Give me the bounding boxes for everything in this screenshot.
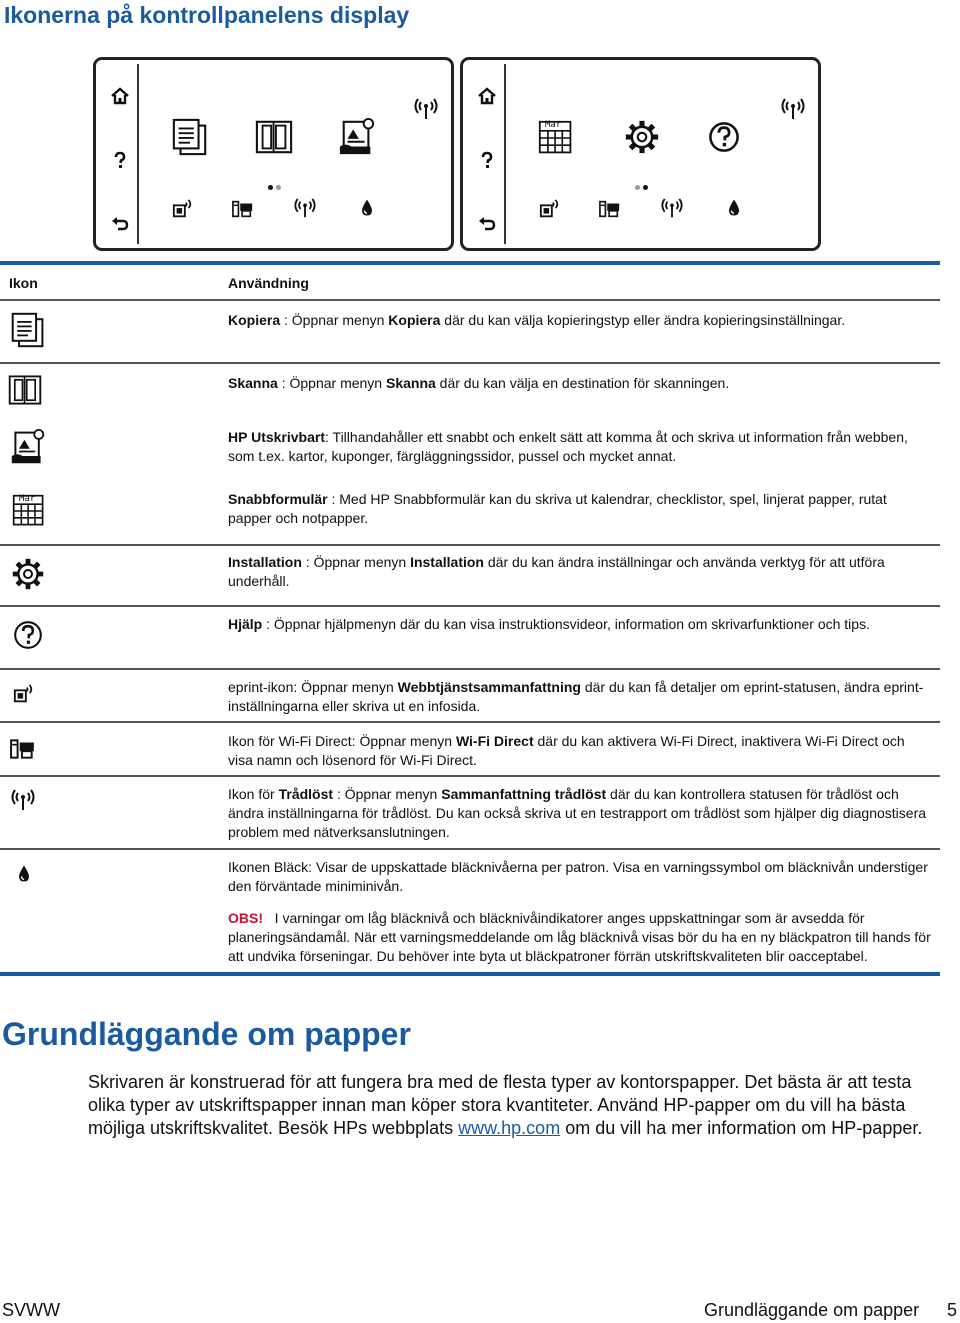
row-rule — [0, 362, 940, 364]
help-circle-icon — [12, 619, 44, 651]
row-bold-text: HP Utskrivbart — [228, 429, 326, 445]
wireless-icon[interactable] — [414, 98, 438, 122]
back-icon[interactable] — [110, 215, 130, 235]
table-row-eprint — [228, 678, 933, 716]
copy-icon — [10, 312, 46, 348]
note-text: I varningar om låg bläcknivå och bläcknivåindikatorer anges uppskattningar som är avsedda för planeringsändamål. När ett varningsmeddelande om låg bläcknivå visas bör du ha en ny bläckpatron till hands för att undvika förseningar. Du behöver inte byta ut bläckpatroner förrän utskriftskvaliteten blir oacceptabel. — [228, 910, 931, 964]
control-panel-display-page2 — [460, 57, 821, 251]
quick-forms-month-label: Mar — [19, 494, 36, 504]
table-row-gear — [228, 553, 933, 591]
eprint-icon[interactable] — [539, 198, 561, 220]
row-rule — [0, 668, 940, 670]
scan-icon[interactable] — [255, 118, 293, 156]
row-bold-text: Wi-Fi Direct — [455, 733, 534, 749]
section-paragraph — [88, 1071, 928, 1140]
page-heading: Ikonerna på kontrollpanelens display — [4, 2, 410, 28]
row-rule — [0, 775, 940, 777]
row-text: : Tillhandahåller ett snabbt och enkelt sätt att komma åt och skriva ut information från webben, som t.ex. kartor, kuponger, färgläggningssidor, pussel och mycket annat. — [228, 429, 908, 464]
wifi-direct-icon[interactable] — [599, 198, 621, 220]
home-icon[interactable] — [110, 86, 130, 106]
gear-icon — [12, 558, 44, 590]
row-bold-text: Webbtjänstsammanfattning — [397, 679, 581, 695]
note — [228, 909, 933, 966]
table-row-copy — [228, 311, 933, 330]
paragraph-text-start: Skrivaren är konstruerad för att fungera bra med de flesta typer av kontorspapper. Det bästa är att testa olika typer av utskriftspapper innan man köper stora kvantiteter. Använd HP-papper om du vill ha bästa möjliga utskriftskvalitet. Besök HPs webbplats — [88, 1072, 912, 1138]
table-row-wireless — [228, 785, 933, 842]
row-rule — [0, 848, 940, 850]
panel-divider — [504, 64, 506, 244]
row-bold-text: Installation — [228, 554, 302, 570]
row-text: Ikonen Bläck: Visar de uppskattade bläcknivåerna per patron. Visa en varningssymbol om bläcknivån understiger den förväntade miniminivån. — [228, 859, 928, 894]
table-row-quick-forms — [228, 490, 933, 528]
row-text: där du kan aktivera Wi-Fi Direct, inaktivera Wi-Fi Direct och visa namn och lösenord för Wi-Fi Direct. — [228, 733, 905, 768]
quick-forms-icon[interactable] — [538, 120, 574, 156]
row-bold-text: Installation — [410, 554, 484, 570]
copy-icon[interactable] — [171, 118, 209, 156]
quick-forms-month-label: Mar — [545, 120, 562, 130]
column-header-icon: Ikon — [9, 275, 38, 291]
row-bold-text: Trådlöst — [278, 786, 334, 802]
row-rule — [0, 544, 940, 546]
table-row-help — [228, 615, 933, 634]
wireless-icon — [11, 789, 35, 813]
row-text: : Öppnar hjälpmenyn där du kan visa instruktionsvideor, information om skrivarfunktioner och tips. — [262, 616, 870, 632]
ink-drop-icon — [14, 863, 34, 885]
page-number: 5 — [947, 1300, 958, 1320]
home-icon[interactable] — [477, 86, 497, 106]
page-indicator-inactive — [635, 185, 640, 190]
page-indicator-active — [643, 185, 648, 190]
row-bold-text: Skanna — [228, 375, 278, 391]
eprint-icon — [13, 683, 35, 705]
wireless-status-icon[interactable] — [661, 198, 683, 220]
page-indicator-active — [268, 185, 273, 190]
row-text: Ikon för Wi-Fi Direct: Öppnar menyn — [228, 733, 456, 749]
row-bold-text: Hjälp — [228, 616, 263, 632]
row-text: där du kan få detaljer om eprint-statusen, ändra eprint-inställningarna eller skriva ut en infosida. — [228, 679, 924, 714]
row-bold-text: Kopiera — [228, 312, 281, 328]
ink-drop-icon[interactable] — [724, 198, 744, 218]
row-bold-text: Sammanfattning trådlöst — [441, 786, 607, 802]
paragraph-text-end: om du vill ha mer information om HP-papper. — [560, 1118, 923, 1138]
row-text: : Med HP Snabbformulär kan du skriva ut kalendrar, checklistor, spel, linjerat papper, rutat papper och notpapper. — [228, 491, 887, 526]
row-text: Ikon för — [228, 786, 279, 802]
ink-drop-icon[interactable] — [357, 198, 377, 218]
eprint-icon[interactable] — [172, 198, 194, 220]
table-row-ink-drop — [228, 858, 933, 896]
wifi-direct-icon — [10, 736, 36, 762]
row-text: där du kan välja en destination för skanningen. — [435, 375, 730, 391]
panel-divider — [137, 64, 139, 244]
footer-section-title: Grundläggande om papper — [704, 1300, 920, 1320]
table-row-scan — [228, 374, 933, 393]
row-text: : Öppnar menyn — [277, 375, 386, 391]
footer-left-label: SVWW — [2, 1300, 60, 1320]
wireless-status-icon[interactable] — [294, 198, 316, 220]
hp-printables-icon — [10, 429, 46, 465]
table-header-rule — [0, 299, 940, 301]
quick-forms-icon — [12, 494, 46, 528]
help-globe-icon[interactable] — [707, 120, 741, 154]
row-bold-text: Snabbformulär — [228, 491, 328, 507]
table-row-hp-printables — [228, 428, 933, 466]
wireless-icon[interactable] — [781, 98, 805, 122]
row-text: där du kan kontrollera statusen för trådlöst och ändra inställningarna för trådlöst. Du kan också skriva ut en testrapport om trådlöst som hjälper dig diagnostisera problem med nätverksanslutningen. — [228, 786, 927, 840]
table-top-rule — [0, 261, 940, 265]
row-text: eprint-ikon: Öppnar menyn — [228, 679, 398, 695]
row-text: : Öppnar menyn — [280, 312, 389, 328]
row-text: : Öppnar menyn — [301, 554, 411, 570]
row-bold-text: Skanna — [385, 375, 436, 391]
section-heading: Grundläggande om papper — [2, 1016, 411, 1052]
help-icon[interactable] — [477, 150, 497, 170]
table-row-wifi-direct — [228, 732, 933, 770]
wifi-direct-icon[interactable] — [232, 198, 254, 220]
column-header-usage: Användning — [228, 275, 309, 291]
scan-icon — [8, 373, 42, 407]
gear-icon[interactable] — [625, 120, 659, 154]
help-icon[interactable] — [110, 150, 130, 170]
row-text: där du kan välja kopieringstyp eller ändra kopieringsinställningar. — [440, 312, 846, 328]
page-indicator-inactive — [276, 185, 281, 190]
row-rule — [0, 721, 940, 723]
hp-website-link[interactable]: www.hp.com — [458, 1118, 561, 1138]
table-bottom-rule — [0, 972, 940, 976]
row-text: : Öppnar menyn — [333, 786, 442, 802]
back-icon[interactable] — [477, 215, 497, 235]
row-bold-text: Kopiera — [388, 312, 441, 328]
hp-printables-icon[interactable] — [338, 118, 376, 156]
note-label: OBS! — [228, 910, 263, 926]
row-rule — [0, 605, 940, 607]
row-text: där du kan ändra inställningar och använda verktyg för att utföra underhåll. — [228, 554, 885, 589]
